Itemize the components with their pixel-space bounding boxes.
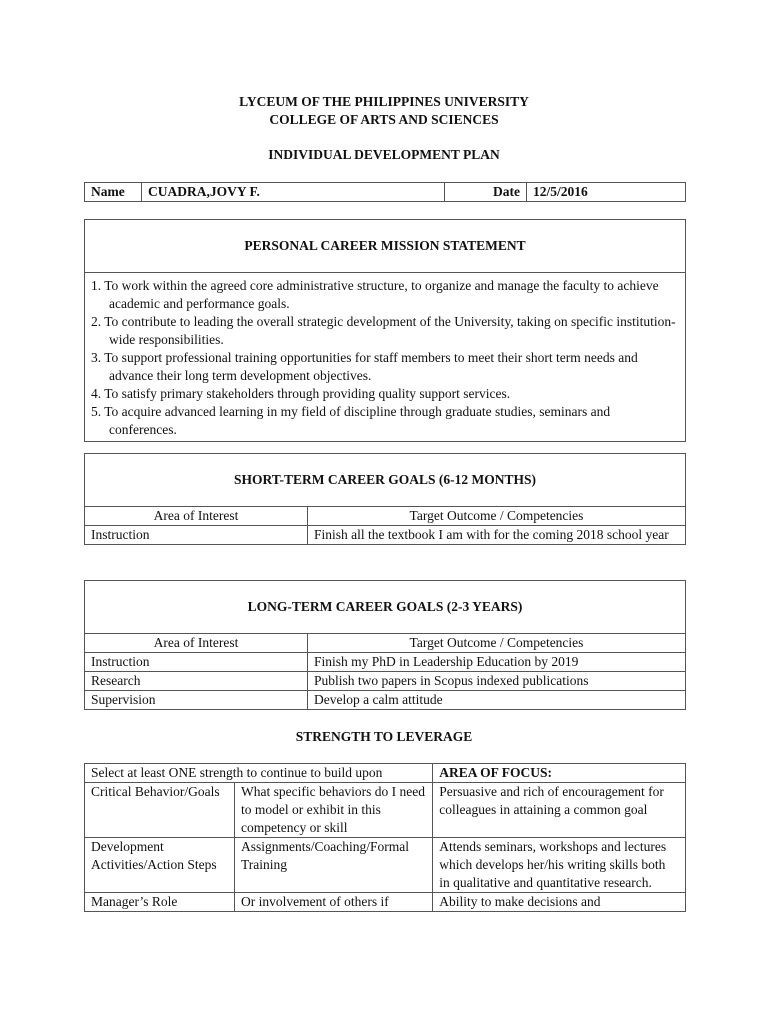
long-term-title: LONG-TERM CAREER GOALS (2-3 YEARS) bbox=[85, 581, 686, 634]
mission-list bbox=[85, 273, 686, 442]
name-label: Name bbox=[85, 183, 142, 202]
name-value: CUADRA,JOVY F. bbox=[142, 183, 445, 202]
date-label: Date bbox=[445, 183, 527, 202]
strength-row-label: Manager’s Role bbox=[85, 893, 235, 912]
table-row bbox=[85, 893, 686, 912]
short-term-col-outcome: Target Outcome / Competencies bbox=[308, 507, 686, 526]
strength-row-label: Development Activities/Action Steps bbox=[85, 838, 235, 893]
mission-item: 3. To support professional training opportunities for staff members to meet their short term needs and advance their long term development objectives. bbox=[91, 350, 638, 383]
short-term-table bbox=[84, 453, 686, 545]
long-term-area: Supervision bbox=[85, 691, 308, 710]
strength-row-label: Critical Behavior/Goals bbox=[85, 783, 235, 838]
long-term-col-area: Area of Interest bbox=[85, 634, 308, 653]
long-term-table bbox=[84, 580, 686, 710]
table-row bbox=[85, 783, 686, 838]
long-term-area: Instruction bbox=[85, 653, 308, 672]
mission-item: 4. To satisfy primary stakeholders through providing quality support services. bbox=[91, 386, 511, 401]
short-term-title: SHORT-TERM CAREER GOALS (6-12 MONTHS) bbox=[85, 454, 686, 507]
strength-row-prompt: Or involvement of others if bbox=[234, 893, 432, 912]
strength-row-answer: Persuasive and rich of encouragement for colleagues in attaining a common goal bbox=[433, 783, 686, 838]
plan-title: INDIVIDUAL DEVELOPMENT PLAN bbox=[268, 147, 500, 162]
strength-row-prompt: What specific behaviors do I need to model or exhibit in this competency or skill bbox=[234, 783, 432, 838]
strength-row-answer: Attends seminars, workshops and lectures which develops her/his writing skills both in qualitative and quantitative research. bbox=[433, 838, 686, 893]
info-table bbox=[84, 182, 686, 202]
mission-item: 2. To contribute to leading the overall strategic development of the University, taking on specific institution-wide responsibilities. bbox=[91, 314, 676, 347]
long-term-outcome: Finish my PhD in Leadership Education by 2019 bbox=[308, 653, 686, 672]
college-name: COLLEGE OF ARTS AND SCIENCES bbox=[269, 112, 499, 127]
table-row bbox=[85, 838, 686, 893]
strength-table bbox=[84, 763, 686, 912]
strength-title: STRENGTH TO LEVERAGE bbox=[295, 729, 473, 744]
mission-item: 1. To work within the agreed core administrative structure, to organize and manage the faculty to achieve academic and performance goals. bbox=[91, 278, 659, 311]
long-term-outcome: Develop a calm attitude bbox=[308, 691, 686, 710]
mission-table bbox=[84, 219, 686, 442]
table-row bbox=[85, 653, 686, 672]
long-term-area: Research bbox=[85, 672, 308, 691]
mission-item: 5. To acquire advanced learning in my field of discipline through graduate studies, seminars and conferences. bbox=[91, 404, 611, 437]
table-row bbox=[85, 691, 686, 710]
strength-row-prompt: Assignments/Coaching/Formal Training bbox=[234, 838, 432, 893]
short-term-outcome: Finish all the textbook I am with for the coming 2018 school year bbox=[308, 526, 686, 545]
long-term-col-outcome: Target Outcome / Competencies bbox=[308, 634, 686, 653]
date-value: 12/5/2016 bbox=[527, 183, 686, 202]
university-name: LYCEUM OF THE PHILIPPINES UNIVERSITY bbox=[239, 94, 529, 109]
long-term-outcome: Publish two papers in Scopus indexed publications bbox=[308, 672, 686, 691]
area-of-focus-label: AREA OF FOCUS: bbox=[433, 764, 686, 783]
short-term-col-area: Area of Interest bbox=[85, 507, 308, 526]
table-row bbox=[85, 672, 686, 691]
table-row bbox=[85, 526, 686, 545]
strength-row-answer: Ability to make decisions and bbox=[433, 893, 686, 912]
short-term-area: Instruction bbox=[85, 526, 308, 545]
mission-title: PERSONAL CAREER MISSION STATEMENT bbox=[85, 220, 686, 273]
strength-select-label: Select at least ONE strength to continue to build upon bbox=[85, 764, 433, 783]
